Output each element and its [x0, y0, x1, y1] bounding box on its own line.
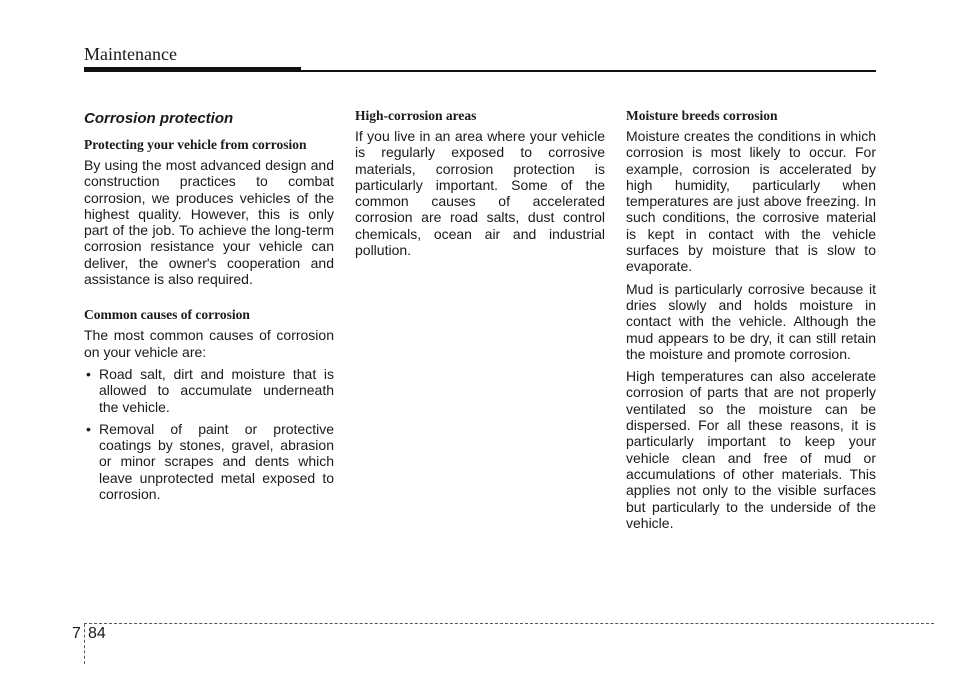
header-rule-thin — [301, 70, 876, 72]
footer-rule — [84, 623, 934, 624]
list-item-text: Road salt, dirt and moisture that is allowed to accumulate underneath the vehicle. — [99, 365, 334, 415]
causes-list — [84, 366, 334, 502]
list-item — [84, 366, 334, 415]
subheading-protecting: Protecting your vehicle from corrosion — [84, 137, 307, 152]
paragraph-moisture-2: Mud is particularly corrosive because it dries slowly and holds moisture in contact with the vehicle. Although the mud appears to be dry, it can still retain the moisture and promote corrosion. — [626, 280, 876, 362]
list-item-text: Removal of paint or protective coatings by stones, gravel, abrasion or minor scrapes and dents which leave unprotected metal exposed to corrosion. — [99, 420, 334, 503]
paragraph-common-causes: The most common causes of corrosion on your vehicle are: — [84, 327, 334, 360]
column-1 — [84, 108, 334, 508]
page-number: 84 — [88, 625, 106, 642]
paragraph-moisture-3: High temperatures can also accelerate corrosion of parts that are not properly ventilated so the moisture can be dispersed. For all these reasons, it is particularly important to keep your vehicle clean and free of mud or accumulations of other materials. This applies not only to the visible surfaces but particularly to the underside of the vehicle. — [626, 368, 876, 531]
section-title: Corrosion protection — [84, 110, 234, 127]
subheading-moisture: Moisture breeds corrosion — [626, 108, 778, 123]
paragraph-high-corrosion: If you live in an area where your vehicle is regularly exposed to corrosive materials, corrosion protection is particularly important. Some of the common causes of accelerated corrosion are road salts, dust control chemicals, ocean air and industrial pollution. — [355, 128, 605, 259]
subheading-high-corrosion: High-corrosion areas — [355, 108, 477, 123]
page-header-title: Maintenance — [84, 44, 177, 64]
paragraph-protecting: By using the most advanced design and construction practices to combat corrosion, we produces vehicles of the highest quality. However, this is only part of the job. To achieve the long-term corrosion resistance your vehicle can deliver, the owner's cooperation and assistance is also required. — [84, 157, 334, 288]
bullet-icon: • — [86, 365, 91, 382]
page-number-separator — [84, 624, 85, 664]
list-item — [84, 421, 334, 502]
column-3 — [626, 108, 876, 537]
bullet-icon: • — [86, 420, 91, 437]
header-rule-thick — [84, 67, 301, 72]
column-2 — [355, 108, 605, 264]
chapter-number: 7 — [72, 625, 81, 642]
paragraph-moisture-1: Moisture creates the conditions in which corrosion is most likely to occur. For example, corrosion is accelerated by high humidity, particularly when temperatures are just above freezing. In such conditions, the corrosive material is kept in contact with the vehicle surfaces by moisture that is slow to evaporate. — [626, 128, 876, 275]
subheading-common-causes: Common causes of corrosion — [84, 307, 250, 323]
